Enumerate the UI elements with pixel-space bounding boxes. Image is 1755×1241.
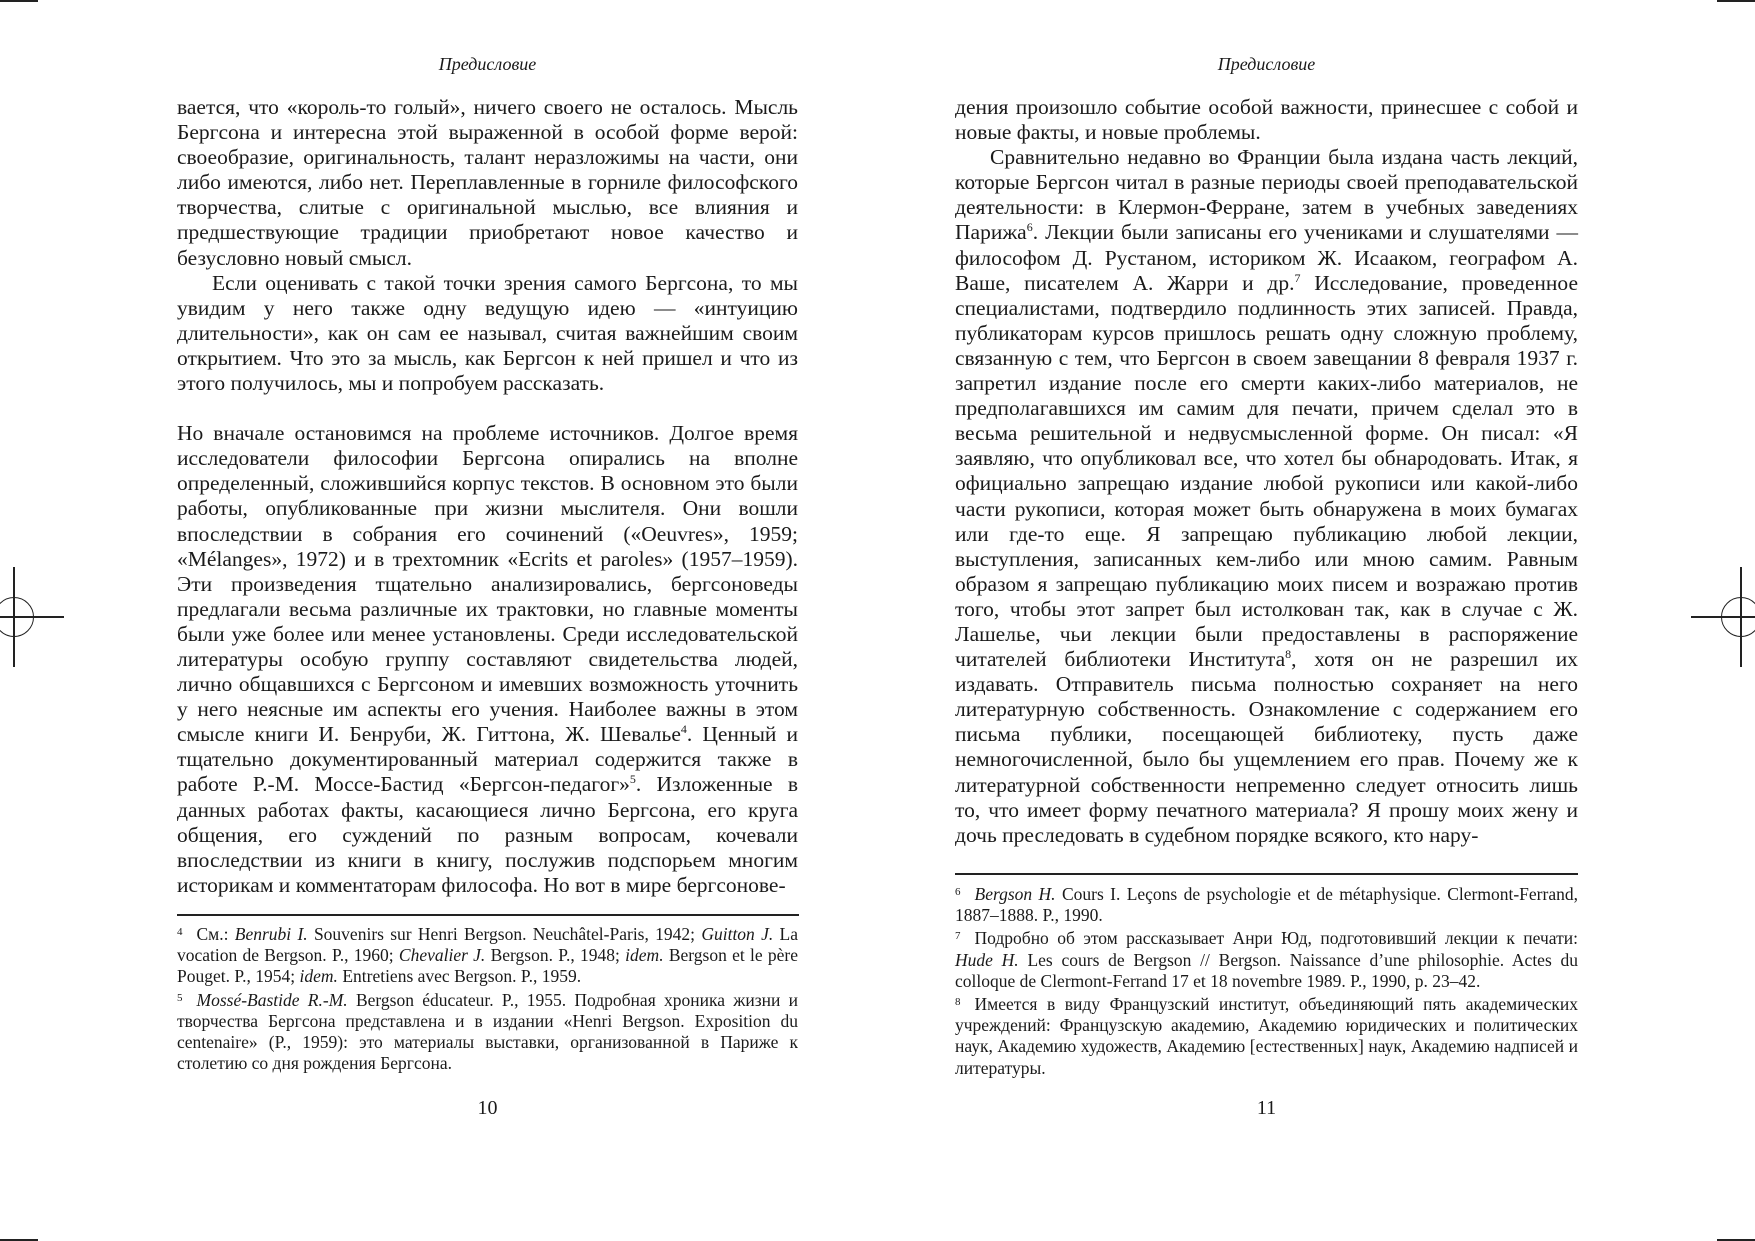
- paragraph: Если оценивать с такой точки зрения самого Бергсона, то мы увидим у него также одну ведущую идею — «интуицию длительности», как он сам ее называл, считая важнейшим своим открытием. Что это за мысль, как Бергсон к ней пришел и что из этого получилось, мы и попробуем рассказать.: [177, 270, 798, 396]
- footnote: $^7$ Подробно об этом рассказывает Анри Юд, подготовивший лекции к печати: Hude H. Les cours de Bergson // Bergson. Naissance d’une philosophie. Actes du colloque de Clermont-Ferrand 17 et 18 novembre 1989. P., 1990, p. 23–42.: [955, 928, 1579, 991]
- paragraph: дения произошло событие особой важности, принесшее с собой и новые факты, и новые проблемы.: [955, 95, 1578, 145]
- footnote-ref: 6: [1026, 220, 1033, 235]
- footnote-ref: 7: [1294, 270, 1301, 285]
- paragraph: Сравнительно недавно во Франции была издана часть лекций, которые Бергсон читал в разные периоды своей преподавательской деятельности: в Клермон-Ферране, затем в учебных заведениях Парижа$^6$. Лекции были записаны его учениками и слушателями — философом Д. Рустаном, историком Ж. Исааком, географом А. Ваше, писателем А. Жарри и др.$^7$ Исследование, проведенное специалистами, подтвердило подлинность этих записей. Правда, публикаторам курсов пришлось решать одну сложную проблему, связанную с тем, что Бергсон в своем завещании 8 февраля 1937 г. запретил издание после его смерти каких-либо материалов, не предполагавшихся им самим для печати, причем сделал это в весьма решительной и недвусмысленной форме. Он писал: «Я заявляю, что опубликовал все, что хотел бы обнародовать. Итак, я официально запрещаю издание любой рукописи или какой-либо части рукописи, которая может быть обнаружена в моих бумагах или где-то еще. Я запрещаю публикацию любой лекции, выступления, записанных кем-либо или мною самим. Равным образом я запрещаю публикацию моих писем и возражаю против того, чтобы этот запрет был истолкован так, как в случае с Ж. Лашелье, чьи лекции были предоставлены в распоряжение читателей библиотеки Института$^8$, хотя он не разрешил их издавать. Отправитель письма полностью сохраняет на него литературную собственность. Ознакомление с содержанием его письма публики, посещающей библиотеку, пусть даже немногочисленной, было бы ущемлением его прав. Почему же к литературной собственности непременно следует относить лишь то, что имеет форму печатного материала? Я прошу моих жену и дочь преследовать в судебном порядке всякого, кто нару-: [955, 145, 1579, 847]
- crop-mark-top-left: [0, 0, 38, 2]
- main-text: [177, 95, 798, 898]
- footnote-ref: 4: [680, 722, 687, 737]
- footnote: $^6$ Bergson H. Cours I. Leçons de psychologie et de métaphysique. Clermont-Ferrand, 1887–1888. P., 1990.: [955, 884, 1578, 926]
- running-head: Предисловие: [1217, 54, 1316, 74]
- page-number: 10: [477, 1097, 498, 1119]
- crop-mark-bottom-left: [0, 1239, 38, 1241]
- footnote-rule: [955, 873, 1578, 875]
- footnotes: [177, 922, 798, 1074]
- footnote-rule: [177, 914, 799, 916]
- footnote-ref: 8: [1285, 647, 1292, 662]
- footnote: $^5$ Mossé-Bastide R.-M. Bergson éducateur. P., 1955. Подробная хроника жизни и творчества Бергсона представлена и в издании «Henri Bergson. Exposition du centenaire» (P., 1959): это материалы выставки, организованной в Париже к столетию со дня рождения Бергсона.: [177, 989, 799, 1074]
- footnote: $^8$ Имеется в виду Французский институт, объединяющий пять академических учреждений: Французскую академию, Академию юридических и политических наук, Академию художеств, Академию [естественных] наук, Академию надписей и литературы.: [955, 994, 1578, 1078]
- footnote: $^4$ См.: Benrubi I. Souvenirs sur Henri Bergson. Neuchâtel-Paris, 1942; Guitton J. La vocation de Bergson. P., 1960; Chevalier J. Bergson. P., 1948; idem. Bergson et le père Pouget. P., 1954; idem. Entretiens avec Bergson. P., 1959.: [177, 924, 799, 987]
- running-head: Предисловие: [438, 54, 537, 74]
- crop-mark-bottom-right: [1717, 1239, 1755, 1241]
- footnotes: [955, 882, 1578, 1079]
- main-text: [955, 95, 1578, 848]
- crop-mark-top-right: [1717, 0, 1755, 2]
- paragraph: вается, что «король-то голый», ничего своего не осталось. Мысль Бергсона и интересна этой выраженной в особой форме верой: своеобразие, оригинальность, талант неразложимы на части, они либо имеются, либо нет. Переплавленные в горниле философского творчества, слитые с оригинальной мыслью, все влияния и предшествующие традиции приобретают новое качество и безусловно новый смысл.: [177, 95, 798, 270]
- footnote-ref: 5: [629, 772, 636, 787]
- paragraph: Но вначале остановимся на проблеме источников. Долгое время исследователи философии Бергсона опирались на вполне определенный, сложившийся корпус текстов. В основном это были работы, опубликованные при жизни мыслителя. Они вошли впоследствии в собрания его сочинений («Oeuvres», 1959; «Mélanges», 1972) и в трехтомник «Ecrits et paroles» (1957–1959). Эти произведения тщательно анализировались, бергсоноведы предлагали весьма различные их трактовки, но главные моменты были уже более или менее установлены. Среди исследовательской литературы особую группу составляют свидетельства людей, лично общавшихся с Бергсоном и имевших возможность уточнить у него неясные им аспекты его учения. Наиболее важны в этом смысле книги И. Бенруби, Ж. Гиттона, Ж. Шевалье$^4$. Ценный и тщательно документированный материал содержится также в работе Р.-М. Моссе-Бастид «Бергсон-педагог»$^5$. Изложенные в данных работах факты, касающиеся лично Бергсона, его круга общения, его суждений по разным вопросам, кочевали впоследствии из книги в книгу, послужив подспорьем многим историкам и комментаторам философа. Но вот в мире бергсонове-: [177, 421, 798, 897]
- page-number: 11: [1256, 1097, 1277, 1119]
